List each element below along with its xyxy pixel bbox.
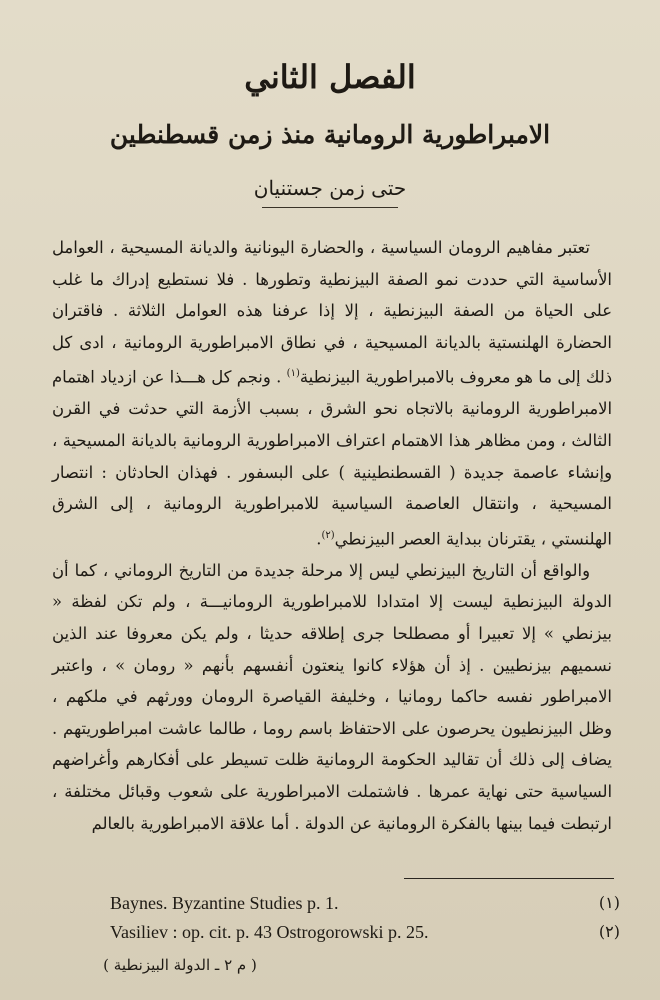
footnote-marker-2: (٢)	[321, 529, 335, 541]
footnote-1-text: Baynes. Byzantine Studies p. 1.	[110, 893, 339, 913]
paragraph-1-end: .	[316, 529, 322, 549]
body-text	[52, 232, 612, 839]
paragraph-2: والواقع أن التاريخ البيزنطي ليس إلا مرحلة جديدة من التاريخ الروماني ، كما أن الدولة البيزنطية ليست إلا امتدادا للامبراطورية الرومانيـــة ، ولم تكن لفظة « بيزنطي » إلا تعبيرا أو مصطلحا جرى إطلاقه حديثا ، ولم يكن معروفا عند الذين نسميهم بيزنطيين . إذ أن هؤلاء كانوا ينعتون أنفسهم بأنهم « رومان » ، واعتبر الامبراطور نفسه حاكما رومانيا ، وخليفة القياصرة الرومان وورثهم في ملكهم ، وظل البيزنطيون يحرصون على الاحتفاظ باسم روما ، طالما عاشت امبراطوريتهم . يضاف إلى ذلك أن تقاليد الحكومة الرومانية ظلت تسيطر على أفكارهم وأغراضهم السياسية حتى نهاية عمرها . فاشتملت الامبراطورية على شعوب وقبائل مختلفة ، ارتبطت فيما بينها بالفكرة الرومانية عن الدولة . أما علاقة الامبراطورية بالعالم	[52, 560, 612, 833]
footnote-2-number: (٢)	[598, 922, 620, 941]
footnote-1	[110, 893, 620, 919]
footnote-2	[110, 922, 620, 948]
chapter-heading: الفصل الثاني	[244, 58, 416, 96]
subtitle-underline	[262, 207, 398, 208]
chapter-title: الامبراطورية الرومانية منذ زمن قسطنطين	[109, 120, 551, 149]
page-signature: ( م ٢ ـ الدولة البيزنطية )	[103, 956, 257, 974]
footnote-2-text: Vasiliev : op. cit. p. 43 Ostrogorowski p. 25.	[110, 922, 429, 942]
paragraph-1-continuation: . ونجم كل هـــذا عن ازدياد اهتمام الامبراطورية الرومانية بالاتجاه نحو الشرق ، بسبب الأزمة التي حدثت في القرن الثالث ، ومن مظاهر هذا الاهتمام اعتراف الامبراطورية الرومانية بالديانة المسيحية ، وإنشاء عاصمة جديدة ( القسطنطينية ) على البسفور . فهذان الحادثان : انتصار المسيحية ، وانتقال العاصمة السياسية للامبراطورية الرومانية ، إلى الشرق الهلنستي ، يقترنان ببداية العصر البيزنطي	[52, 367, 612, 549]
footnote-divider	[404, 878, 614, 879]
paragraph-1-text: تعتبر مفاهيم الرومان السياسية ، والحضارة اليونانية والديانة المسيحية ، العوامل الأساسية التي حددت نمو الصفة البيزنطية وتطورها . فلا نستطيع إدراك ما غلب على الحياة من الصفة البيزنطية ، إلا إذا عرفنا هذه العوامل الثلاثة . فاقتران الحضارة الهلنستية بالديانة المسيحية ، في نطاق الامبراطورية الرومانية ، ادى كل ذلك إلى ما هو معروف بالامبراطورية البيزنطية	[52, 238, 612, 387]
footnote-1-number: (١)	[598, 893, 620, 912]
chapter-subtitle: حتى زمن جستنيان	[253, 176, 407, 200]
footnote-marker-1: (١)	[286, 368, 300, 380]
paragraph-1	[52, 232, 612, 555]
